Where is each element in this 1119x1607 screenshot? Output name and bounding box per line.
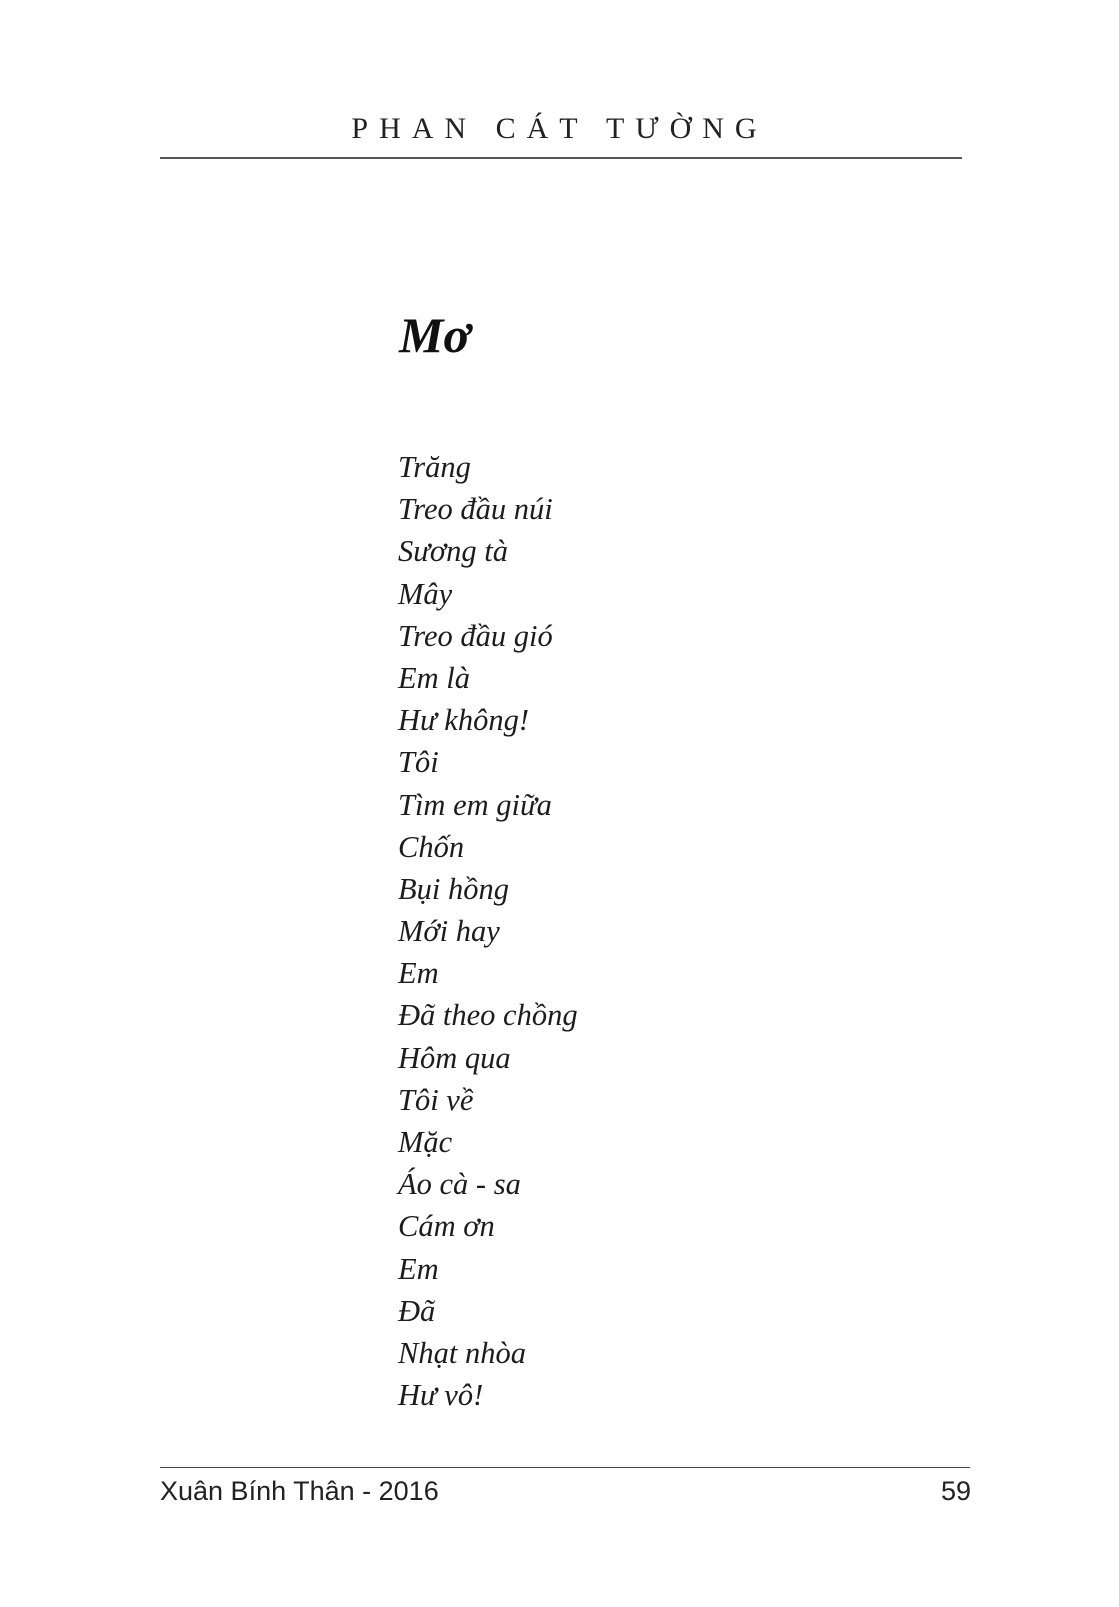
poem-line: Mới hay [398, 914, 500, 949]
poem-line: Chốn [398, 829, 465, 864]
running-header-author: PHAN CÁT TƯỜNG [351, 112, 768, 145]
poem-line: Tôi về [398, 1082, 474, 1117]
poem-line: Đã [398, 1293, 436, 1328]
poem-line: Em là [398, 660, 471, 695]
poem-line: Tìm em giữa [398, 787, 552, 822]
poem-line: Hư không! [398, 703, 529, 738]
poem-line: Sương tà [398, 534, 509, 569]
footer-divider [160, 1467, 970, 1468]
poem-line: Bụi hồng [398, 871, 509, 906]
header-divider [160, 157, 962, 159]
footer-publication: Xuân Bính Thân - 2016 [160, 1476, 439, 1506]
poem-line: Treo đầu núi [398, 492, 553, 527]
poem-line: Mây [398, 576, 453, 611]
poem-line: Tôi [398, 745, 439, 780]
page-number: 59 [940, 1476, 971, 1506]
poem-line: Áo cà - sa [398, 1167, 521, 1202]
poem-line: Em [398, 1251, 439, 1286]
poem-line: Em [398, 956, 439, 991]
poem-line: Treo đầu gió [398, 618, 553, 653]
poem-line: Cám ơn [398, 1209, 495, 1244]
poem-line: Nhạt nhòa [398, 1335, 526, 1370]
poem-line: Trăng [398, 450, 471, 484]
poem-title: Mơ [399, 307, 471, 363]
poem-body [398, 446, 578, 1416]
poem-line: Đã theo chồng [398, 998, 578, 1033]
poem-line: Hư vô! [398, 1378, 484, 1413]
poem-line: Hôm qua [398, 1040, 511, 1075]
poem-line: Mặc [398, 1125, 453, 1159]
